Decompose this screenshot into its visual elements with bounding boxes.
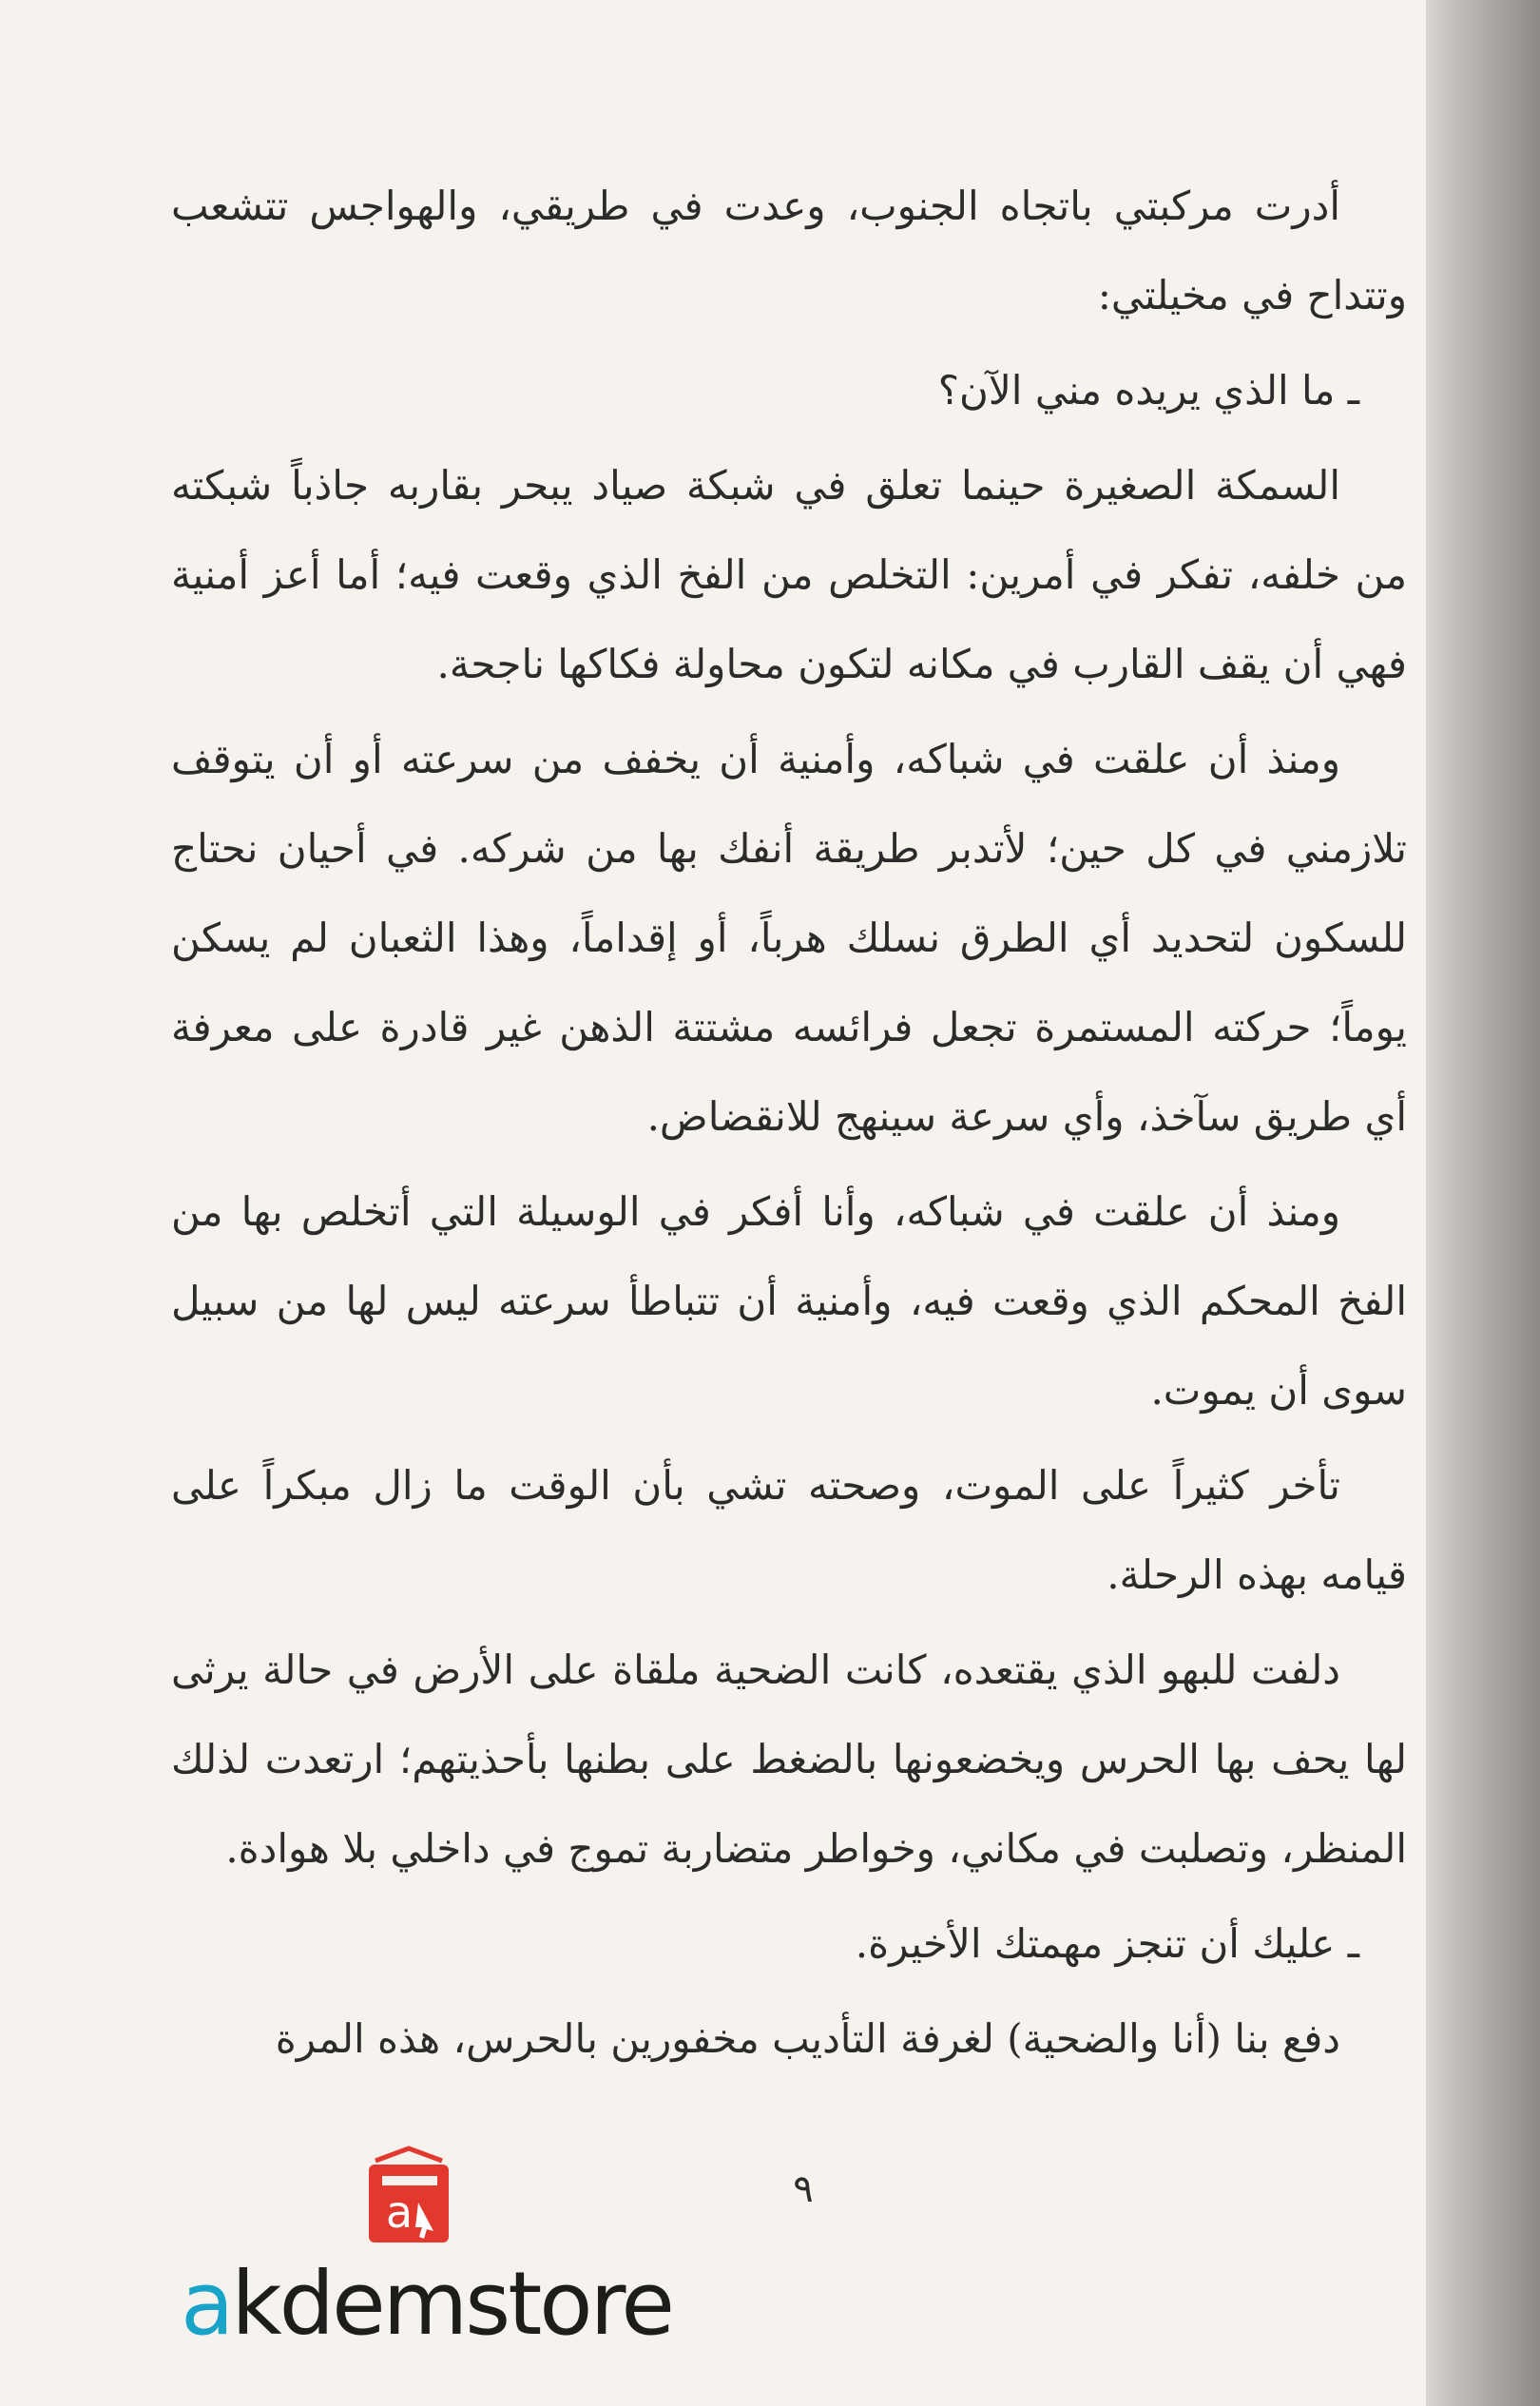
logo-icon-letter: a xyxy=(385,2186,414,2238)
paragraph: تأخر كثيراً على الموت، وصحته تشي بأن الوقت ما زال مبكراً على قيامه بهذه الرحلة. xyxy=(171,1462,1407,1598)
paragraph: ومنذ أن علقت في شباكه، وأنا أفكر في الوسيلة التي أتخلص بها من الفخ المحكم الذي وقعت فيه، وأمنية أن تتباطأ سرعته ليس لها من سبيل سوى أن يموت. xyxy=(171,1188,1407,1414)
page-number: ٩ xyxy=(793,2167,814,2211)
book-icon xyxy=(369,2148,449,2242)
paragraph: دلفت للبهو الذي يقتعده، كانت الضحية ملقاة على الأرض في حالة يرثى لها يحف بها الحرس ويخضعونها بالضغط على بطنها بأحذيتهم؛ ارتعدت لذلك المنظر، وتصلبت في مكاني، وخواطر متضاربة تموج في داخلي بلا هوادة. xyxy=(171,1646,1407,1872)
paragraph: دفع بنا (أنا والضحية) لغرفة التأديب مخفورين بالحرس، هذه المرة xyxy=(275,2015,1340,2062)
page-edge-shadow xyxy=(1426,0,1540,2406)
body-text xyxy=(171,162,1407,2089)
paragraph: ومنذ أن علقت في شباكه، وأمنية أن يخفف من سرعته أو أن يتوقف تلازمني في كل حين؛ لأتدبر طريقة أنفك بها من شركه. في أحيان نحتاج للسكون لتحديد أي الطرق نسلك هرباً، أو إقداماً، وهذا الثعبان لم يسكن يوماً؛ حركته المستمرة تجعل فرائسه مشتتة الذهن غير قادرة على معرفة أي طريق سآخذ، وأي سرعة سينهج للانقضاض. xyxy=(171,736,1407,1140)
akdemstore-logo xyxy=(181,2144,675,2362)
paragraph: السمكة الصغيرة حينما تعلق في شبكة صياد يبحر بقاربه جاذباً شبكته من خلفه، تفكر في أمرين: التخلص من الفخ الذي وقعت فيه؛ أما أعز أمنية فهي أن يقف القارب في مكانه لتكون محاولة فكاكها ناجحة. xyxy=(171,462,1407,687)
dialogue-line: ـ عليك أن تنجز مهمتك الأخيرة. xyxy=(855,1920,1359,1967)
dialogue-line: ـ ما الذي يريده مني الآن؟ xyxy=(937,367,1359,414)
logo-wordmark: akdemstore xyxy=(181,2253,672,2355)
paragraph: أدرت مركبتي باتجاه الجنوب، وعدت في طريقي، والهواجس تتشعب وتتداح في مخيلتي: xyxy=(171,183,1407,318)
